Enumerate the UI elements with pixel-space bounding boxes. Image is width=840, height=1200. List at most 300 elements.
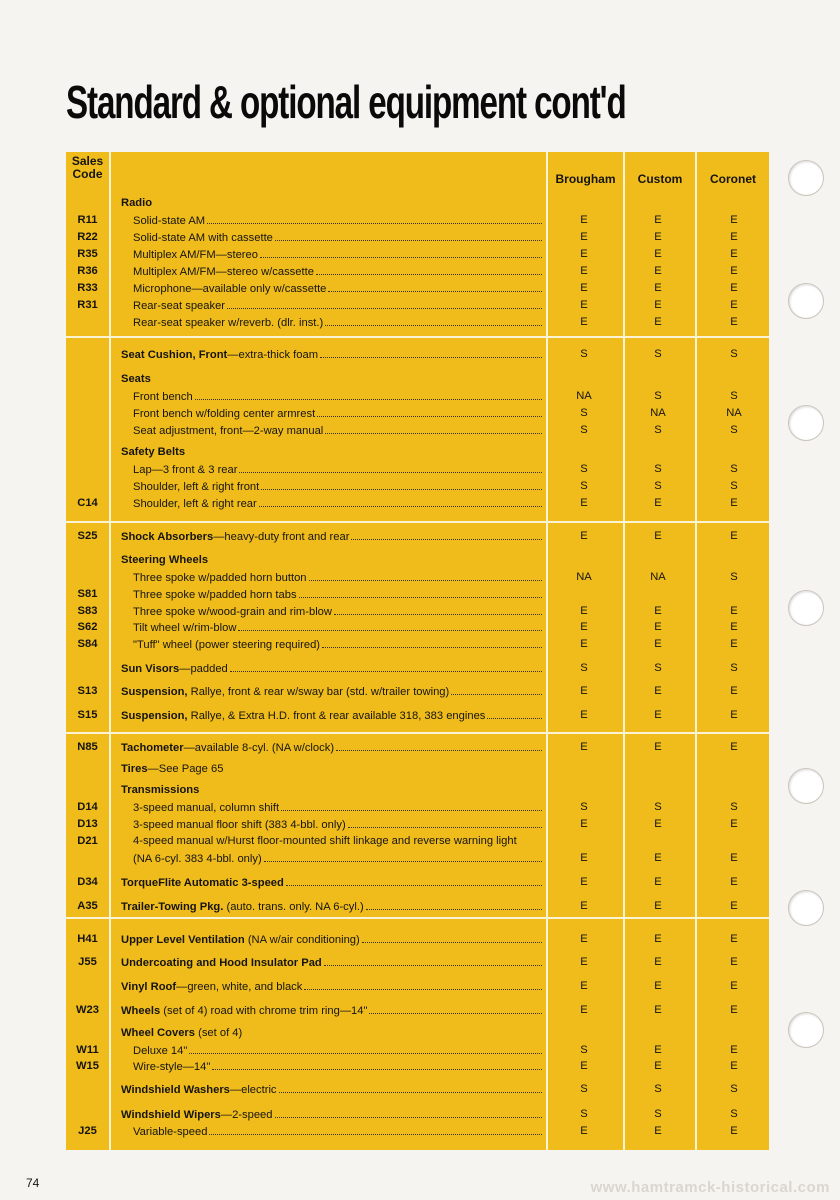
coronet-value: E <box>730 605 738 617</box>
custom-value: S <box>654 463 662 475</box>
brougham-value: S <box>580 407 588 419</box>
sales-code: R36 <box>77 265 98 277</box>
sales-code: S15 <box>77 709 98 721</box>
custom-value: S <box>654 801 662 813</box>
item-text <box>133 479 259 496</box>
custom-value: E <box>654 852 662 864</box>
item-description <box>133 212 544 230</box>
item-text <box>133 833 517 850</box>
custom-value: E <box>654 605 662 617</box>
table-row <box>66 619 769 636</box>
leader-dots <box>227 297 542 309</box>
leader-dots <box>334 603 542 615</box>
sales-code: S81 <box>77 588 98 600</box>
binder-hole <box>788 590 824 626</box>
table-row <box>66 229 769 246</box>
brougham-value: E <box>580 316 588 328</box>
item-detail: (auto. trans. only. NA 6-cyl.) <box>223 901 364 913</box>
item-detail: Seat adjustment, front—2-way manual <box>133 425 324 437</box>
item-description <box>121 660 544 678</box>
leader-dots <box>275 1106 543 1118</box>
item-description <box>133 799 544 817</box>
sales-code: W23 <box>75 1004 99 1016</box>
coronet-value: E <box>730 638 738 650</box>
sales-code: A35 <box>77 900 98 912</box>
coronet-value: S <box>730 463 738 475</box>
item-text <box>121 529 349 546</box>
brougham-value: E <box>580 231 588 243</box>
table-row <box>66 636 769 653</box>
table-row <box>66 850 769 867</box>
item-description <box>133 263 544 281</box>
item-text <box>133 620 236 637</box>
sales-code: W11 <box>76 1044 99 1056</box>
custom-value: E <box>654 214 662 226</box>
leader-dots <box>317 405 542 417</box>
item-description <box>133 636 544 654</box>
leader-dots <box>259 495 542 507</box>
binder-hole <box>788 1012 824 1048</box>
table-row <box>66 246 769 263</box>
item-text <box>121 1107 273 1124</box>
item-text <box>121 661 228 678</box>
coronet-value: E <box>730 1044 738 1056</box>
table-row <box>66 1081 769 1098</box>
item-detail: Deluxe 14" <box>133 1045 188 1057</box>
leader-dots <box>230 660 542 672</box>
brougham-value: S <box>580 801 588 813</box>
table-row <box>66 478 769 495</box>
sales-code-header <box>66 153 109 183</box>
custom-value: S <box>654 390 662 402</box>
leader-dots <box>328 280 542 292</box>
item-text <box>133 496 257 513</box>
item-text <box>121 444 185 461</box>
leader-dots <box>207 212 542 224</box>
item-label: Seats <box>121 373 151 385</box>
table-row <box>66 898 769 915</box>
item-detail: 3-speed manual floor shift (383 4-bbl. only) <box>133 819 346 831</box>
item-detail: —heavy-duty front and rear <box>213 531 350 543</box>
binder-holes <box>788 0 840 1200</box>
coronet-value: E <box>730 709 738 721</box>
custom-value: S <box>654 662 662 674</box>
item-description <box>121 444 544 461</box>
item-label: Steering Wheels <box>121 554 209 566</box>
item-description <box>133 850 544 868</box>
coronet-header <box>697 152 769 186</box>
coronet-value: E <box>730 900 738 912</box>
item-label: Radio <box>121 197 153 209</box>
brougham-value: E <box>580 265 588 277</box>
item-description <box>121 1106 544 1124</box>
coronet-value: E <box>730 316 738 328</box>
item-text <box>133 1059 210 1076</box>
table-row <box>66 761 769 778</box>
item-description <box>121 1025 544 1042</box>
coronet-value: E <box>730 497 738 509</box>
item-text <box>133 423 323 440</box>
item-description <box>133 495 544 513</box>
brougham-value: E <box>580 638 588 650</box>
item-detail: —padded <box>179 663 228 675</box>
leader-dots <box>209 1123 542 1135</box>
coronet-value: E <box>730 282 738 294</box>
leader-dots <box>238 619 542 631</box>
item-text <box>133 315 323 332</box>
item-description <box>121 931 544 949</box>
item-detail: Wire-style—14" <box>133 1061 211 1073</box>
sales-code: D34 <box>77 876 98 888</box>
table-row <box>66 552 769 569</box>
coronet-value: S <box>730 480 738 492</box>
item-label: Undercoating and Hood Insulator Pad <box>121 957 322 969</box>
sales-code: R22 <box>77 231 98 243</box>
item-detail: Microphone—available only w/cassette <box>133 283 327 295</box>
sales-code: S25 <box>77 530 98 542</box>
item-description <box>133 405 544 423</box>
table-row <box>66 586 769 603</box>
item-text <box>121 708 485 725</box>
item-text <box>133 800 279 817</box>
custom-value: E <box>654 1044 662 1056</box>
brougham-value: E <box>580 852 588 864</box>
table-row <box>66 1025 769 1042</box>
item-detail: Multiplex AM/FM—stereo w/cassette <box>133 266 314 278</box>
coronet-value: E <box>730 741 738 753</box>
item-description <box>121 707 544 725</box>
item-label: Transmissions <box>121 784 200 796</box>
item-label: Wheels <box>121 1005 161 1017</box>
table-row <box>66 1106 769 1123</box>
coronet-header-label: Coronet <box>710 172 756 186</box>
item-text <box>121 932 360 949</box>
item-description <box>121 954 544 972</box>
brougham-value: E <box>580 685 588 697</box>
sales-code: N85 <box>77 741 98 753</box>
watermark-url: www.hamtramck-historical.com <box>590 1179 830 1196</box>
brougham-value: E <box>580 497 588 509</box>
brougham-value: E <box>580 530 588 542</box>
custom-value: E <box>654 685 662 697</box>
leader-dots <box>286 874 542 886</box>
item-text <box>133 817 346 834</box>
item-description <box>133 229 544 247</box>
item-description <box>121 782 544 799</box>
leader-dots <box>261 478 542 490</box>
item-detail: (NA w/air conditioning) <box>244 934 360 946</box>
item-detail: Front bench <box>133 391 193 403</box>
brougham-value: E <box>580 1060 588 1072</box>
item-description <box>133 1058 544 1076</box>
coronet-value: E <box>730 248 738 260</box>
item-description <box>121 683 544 701</box>
sales-code: R33 <box>77 282 98 294</box>
custom-value: E <box>654 265 662 277</box>
custom-header-label: Custom <box>637 172 683 186</box>
brougham-value: E <box>580 741 588 753</box>
coronet-value: E <box>730 299 738 311</box>
item-label: Tachometer <box>121 742 184 754</box>
coronet-value: E <box>730 818 738 830</box>
item-label: Shock Absorbers <box>121 531 214 543</box>
item-description <box>133 1123 544 1141</box>
section-divider <box>66 732 769 734</box>
item-description <box>133 280 544 298</box>
brougham-value: E <box>580 605 588 617</box>
coronet-value: E <box>730 933 738 945</box>
item-text <box>121 761 223 778</box>
item-text <box>121 1082 277 1099</box>
custom-value: NA <box>650 407 666 419</box>
binder-hole <box>788 768 824 804</box>
custom-value: E <box>654 316 662 328</box>
item-detail: Three spoke w/wood-grain and rim-blow <box>133 606 332 618</box>
item-description <box>133 816 544 834</box>
custom-value: E <box>654 1060 662 1072</box>
item-detail: Variable-speed <box>133 1126 208 1138</box>
coronet-value: E <box>730 852 738 864</box>
custom-value: S <box>654 1083 662 1095</box>
leader-dots <box>299 586 542 598</box>
brougham-value: NA <box>576 390 592 402</box>
item-label: Safety Belts <box>121 446 186 458</box>
coronet-value: S <box>730 424 738 436</box>
brougham-value: E <box>580 900 588 912</box>
item-detail: Rear-seat speaker <box>133 300 226 312</box>
table-row <box>66 569 769 586</box>
leader-dots <box>195 388 542 400</box>
item-text <box>121 371 151 388</box>
leader-dots <box>239 461 542 473</box>
coronet-value: NA <box>726 407 742 419</box>
table-row <box>66 195 769 212</box>
item-text <box>133 587 297 604</box>
item-text <box>133 389 193 406</box>
sales-code: R11 <box>77 214 98 226</box>
coronet-value: E <box>730 685 738 697</box>
item-description <box>121 761 544 778</box>
table-row <box>66 263 769 280</box>
coronet-value: E <box>730 1004 738 1016</box>
item-detail: —electric <box>229 1084 277 1096</box>
table-row <box>66 707 769 724</box>
brougham-value: S <box>580 424 588 436</box>
sales-code-header-label: Sales Code <box>71 154 104 181</box>
table-row <box>66 495 769 512</box>
custom-value: S <box>654 424 662 436</box>
custom-value: E <box>654 231 662 243</box>
item-description <box>121 898 544 916</box>
table-row <box>66 1042 769 1059</box>
item-detail: —See Page 65 <box>147 763 224 775</box>
item-description <box>133 586 544 604</box>
item-detail: Lap—3 front & 3 rear <box>133 464 238 476</box>
brougham-value: S <box>580 463 588 475</box>
leader-dots <box>362 931 542 943</box>
item-detail: (set of 4) road with chrome trim ring—14" <box>160 1005 368 1017</box>
coronet-value: S <box>730 662 738 674</box>
table-row <box>66 444 769 461</box>
table-row <box>66 528 769 545</box>
binder-hole <box>788 405 824 441</box>
custom-value: E <box>654 956 662 968</box>
leader-dots <box>260 246 542 258</box>
item-text <box>133 1124 207 1141</box>
table-row <box>66 660 769 677</box>
item-detail: 4-speed manual w/Hurst floor-mounted shift linkage and reverse warning light <box>133 835 517 847</box>
item-text <box>133 298 225 315</box>
brougham-value: E <box>580 1004 588 1016</box>
item-description <box>121 528 544 546</box>
item-detail: —2-speed <box>220 1109 273 1121</box>
item-label: Suspension, <box>121 710 188 722</box>
page-number: 74 <box>26 1176 40 1190</box>
brougham-value: E <box>580 621 588 633</box>
item-label: TorqueFlite Automatic 3-speed <box>121 877 284 889</box>
item-description <box>121 195 544 212</box>
table-row <box>66 314 769 331</box>
brougham-value: E <box>580 299 588 311</box>
item-text <box>133 264 314 281</box>
item-description <box>133 246 544 264</box>
leader-dots <box>451 683 542 695</box>
item-description <box>133 314 544 332</box>
item-text <box>121 740 334 757</box>
leader-dots <box>324 954 542 966</box>
item-text <box>121 1003 367 1020</box>
item-description <box>121 346 544 364</box>
section-divider <box>66 521 769 523</box>
custom-value: E <box>654 282 662 294</box>
item-text <box>121 195 152 212</box>
item-text <box>121 782 199 799</box>
sales-code: R35 <box>77 248 98 260</box>
item-detail: Solid-state AM with cassette <box>133 232 273 244</box>
coronet-value: S <box>730 571 738 583</box>
item-text <box>121 955 322 972</box>
brougham-value: E <box>580 248 588 260</box>
sales-code: W15 <box>75 1060 99 1072</box>
custom-value: E <box>654 741 662 753</box>
item-detail: Front bench w/folding center armrest <box>133 408 316 420</box>
coronet-value: E <box>730 1060 738 1072</box>
coronet-value: E <box>730 530 738 542</box>
sales-code: D21 <box>77 835 98 847</box>
item-description <box>133 619 544 637</box>
item-detail: Shoulder, left & right front <box>133 481 260 493</box>
custom-value: E <box>654 980 662 992</box>
brougham-value: S <box>580 348 588 360</box>
item-text <box>133 406 315 423</box>
coronet-value: E <box>730 1125 738 1137</box>
item-label: Windshield Wipers <box>121 1109 221 1121</box>
item-text <box>121 684 449 701</box>
table-row <box>66 280 769 297</box>
item-text <box>121 1025 242 1042</box>
custom-value: S <box>654 1108 662 1120</box>
coronet-value: E <box>730 621 738 633</box>
table-row <box>66 782 769 799</box>
item-description <box>133 297 544 315</box>
custom-value: NA <box>650 571 666 583</box>
sales-code: J55 <box>78 956 97 968</box>
sales-code: D13 <box>77 818 98 830</box>
coronet-value: S <box>730 348 738 360</box>
table-row <box>66 816 769 833</box>
item-description <box>121 978 544 996</box>
table-row <box>66 931 769 948</box>
leader-dots <box>212 1058 542 1070</box>
custom-value: E <box>654 1004 662 1016</box>
coronet-value: E <box>730 214 738 226</box>
item-detail: Rear-seat speaker w/reverb. (dlr. inst.) <box>133 317 324 329</box>
table-row <box>66 405 769 422</box>
item-text <box>121 875 284 892</box>
item-text <box>133 851 262 868</box>
item-detail: —extra-thick foam <box>227 349 319 361</box>
item-detail: Three spoke w/padded horn button <box>133 572 307 584</box>
item-detail: Shoulder, left & right rear <box>133 498 257 510</box>
brougham-value: E <box>580 214 588 226</box>
brougham-value: S <box>580 480 588 492</box>
table-row <box>66 461 769 478</box>
brougham-header <box>548 152 623 186</box>
leader-dots <box>487 707 542 719</box>
sales-code: R31 <box>77 299 98 311</box>
brougham-value: S <box>580 662 588 674</box>
custom-value: E <box>654 621 662 633</box>
custom-value: E <box>654 818 662 830</box>
item-detail: "Tuff" wheel (power steering required) <box>133 639 321 651</box>
item-text <box>133 230 273 247</box>
sales-code: S83 <box>77 605 98 617</box>
item-text <box>133 213 205 230</box>
coronet-value: E <box>730 231 738 243</box>
item-description <box>133 833 544 850</box>
binder-hole <box>788 283 824 319</box>
leader-dots <box>264 850 542 862</box>
leader-dots <box>304 978 542 990</box>
item-detail: Three spoke w/padded horn tabs <box>133 589 297 601</box>
item-label: Upper Level Ventilation <box>121 934 245 946</box>
table-row <box>66 954 769 971</box>
leader-dots <box>309 569 542 581</box>
leader-dots <box>281 799 542 811</box>
sales-code: J25 <box>78 1125 97 1137</box>
item-label: Suspension, <box>121 686 188 698</box>
table-row <box>66 1058 769 1075</box>
item-detail: 3-speed manual, column shift <box>133 802 280 814</box>
custom-value: S <box>654 348 662 360</box>
equipment-table <box>66 152 769 1150</box>
leader-dots <box>369 1002 542 1014</box>
leader-dots <box>316 263 542 275</box>
item-description <box>121 739 544 757</box>
item-description <box>133 422 544 440</box>
brougham-header-label: Brougham <box>555 172 616 186</box>
item-label: Vinyl Roof <box>121 981 177 993</box>
leader-dots <box>322 636 542 648</box>
sales-code: D14 <box>77 801 98 813</box>
brougham-value: S <box>580 1108 588 1120</box>
coronet-value: E <box>730 876 738 888</box>
brougham-value: S <box>580 1083 588 1095</box>
brougham-value: E <box>580 818 588 830</box>
item-label: Windshield Washers <box>121 1084 230 1096</box>
item-text <box>121 979 302 996</box>
page-title: Standard & optional equipment cont'd <box>66 76 626 128</box>
